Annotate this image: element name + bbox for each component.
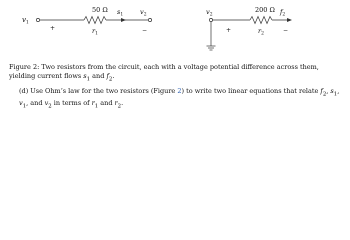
question-s1-sub: 1 — [333, 91, 338, 98]
caption-text-2: and — [90, 71, 107, 80]
minus-sign-left: − — [142, 27, 148, 34]
question-v2-sub: 2 — [48, 103, 52, 110]
terminal-v2 — [209, 18, 212, 21]
flow-f2-label: $f_2$ — [280, 8, 286, 18]
question-text-6: . — [121, 98, 124, 107]
question-r1-sub: 1 — [94, 103, 99, 110]
question-comma-2: , — [337, 87, 340, 95]
question-v1: v — [19, 98, 23, 107]
resistor-r2 — [250, 17, 272, 24]
flow-arrow-f2 — [287, 18, 292, 22]
plus-sign-left: + — [50, 25, 56, 32]
minus-sign-right: − — [283, 27, 289, 34]
resistor-r1 — [84, 17, 106, 24]
question-r2-sub: 2 — [117, 103, 122, 110]
question-text-5: and — [98, 98, 115, 107]
caption-s1: s — [83, 71, 87, 80]
flow-s1-label: $s_1$ — [117, 8, 124, 18]
node-v1-label: $v_1$ — [22, 16, 29, 26]
question-text-1: Use Ohm’s law for the two resistors (Figure — [28, 87, 178, 95]
caption-text-1: Two resistors from the circuit, each with a voltage potential difference across them, yielding current flows — [9, 63, 319, 80]
question-s1: s — [330, 87, 334, 95]
flow-arrow-s1 — [121, 18, 126, 22]
terminal-v1 — [36, 18, 39, 21]
caption-f2: f — [106, 71, 109, 80]
question-label: (d) — [19, 87, 29, 95]
node-v2-label: $v_2$ — [206, 8, 213, 18]
question-v1-sub: 1 — [22, 103, 27, 110]
figure-2-link[interactable]: 2 — [177, 87, 182, 95]
caption-text-3: . — [112, 71, 115, 80]
question-r1: r — [91, 98, 95, 107]
question-comma-1: , — [326, 87, 331, 95]
caption-label: Figure 2: — [9, 63, 40, 71]
question-d — [19, 87, 344, 111]
resistance-200-label: 200 Ω — [255, 6, 275, 14]
resistor-r1-label: $r_1$ — [92, 27, 98, 37]
circuit-figure — [0, 0, 350, 62]
question-text-2: ) to write two linear equations that relate — [181, 87, 321, 95]
figure-caption — [9, 63, 343, 83]
node-v2-right-label: $v_2$ — [140, 8, 147, 18]
right-circuit — [206, 6, 292, 50]
question-r2: r — [114, 98, 118, 107]
question-v2: v — [44, 98, 49, 107]
question-text-3: , and — [26, 98, 45, 107]
left-circuit — [22, 6, 152, 37]
question-f2: f — [320, 87, 323, 95]
terminal-v2-left — [148, 18, 151, 21]
question-f2-sub: 2 — [322, 91, 327, 98]
caption-f2-sub: 2 — [108, 75, 113, 82]
plus-sign-right: + — [226, 27, 232, 34]
resistor-r2-label: $r_2$ — [258, 27, 264, 37]
resistance-50-label: 50 Ω — [92, 6, 108, 14]
caption-s1-sub: 1 — [86, 75, 91, 82]
question-text-4: in terms of — [51, 98, 92, 107]
